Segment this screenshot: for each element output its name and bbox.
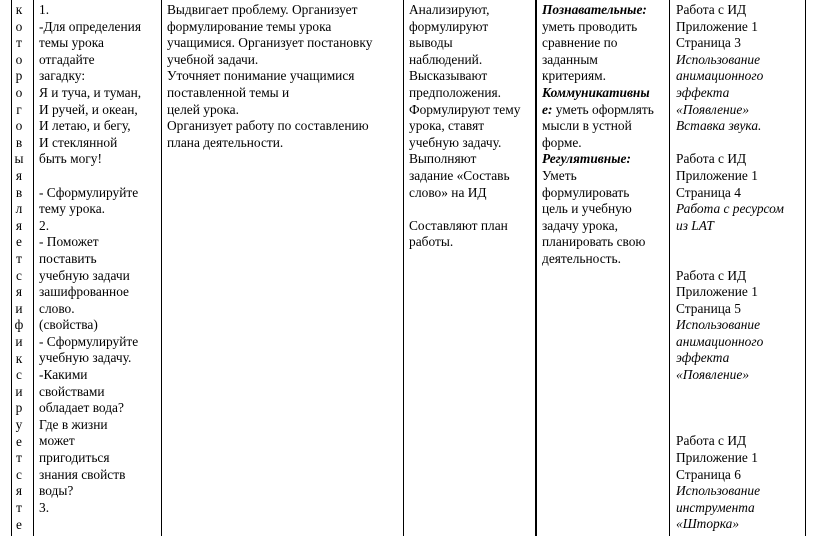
text-line: Составляют план bbox=[409, 217, 508, 233]
text-line: предположения. bbox=[409, 84, 502, 100]
text-line: отгадайте bbox=[39, 51, 95, 67]
interactive-board-cell bbox=[676, 2, 804, 533]
text-line: знания свойств bbox=[39, 466, 126, 482]
vertical-letter: г bbox=[16, 101, 22, 117]
text-line: Где в жизни bbox=[39, 416, 108, 432]
text-line: Уметь bbox=[542, 167, 577, 183]
text-line: зашифрованное bbox=[39, 284, 130, 300]
table-border-left bbox=[11, 0, 12, 536]
text-line: задачу урока, bbox=[542, 217, 618, 233]
text-line: наблюдений. bbox=[409, 51, 483, 67]
vertical-letter: т bbox=[16, 450, 22, 466]
vertical-letter: с bbox=[16, 367, 22, 383]
teacher-questions-cell bbox=[39, 2, 159, 516]
text-line: 2. bbox=[39, 217, 50, 233]
text-line: задание «Составь bbox=[409, 167, 510, 183]
text-line: загадку: bbox=[39, 68, 86, 84]
vertical-letter: о bbox=[15, 51, 23, 67]
text-line: Приложение 1 bbox=[676, 450, 758, 466]
text-line: И ручей, и океан, bbox=[39, 101, 138, 117]
text-line: заданным bbox=[542, 51, 598, 67]
text-line: И стеклянной bbox=[39, 134, 118, 150]
text-line: формулирование темы урока bbox=[167, 18, 332, 34]
text-line: учебную задачу. bbox=[39, 350, 132, 366]
vertical-letter: к bbox=[15, 2, 23, 17]
text-line: инструмента bbox=[676, 499, 755, 515]
text-line: выводы bbox=[409, 35, 453, 51]
text-line: Вставка звука. bbox=[676, 118, 762, 134]
vertical-letter: е bbox=[16, 433, 22, 449]
vertical-letter: т bbox=[16, 35, 22, 51]
text-line: «Появление» bbox=[676, 101, 750, 117]
text-line: учебную задачу. bbox=[409, 134, 502, 150]
text-line: Использование bbox=[676, 51, 761, 67]
text-line: цель и учебную bbox=[542, 201, 632, 217]
text-line: Работа с ИД bbox=[676, 433, 747, 449]
vertical-letter: к bbox=[15, 350, 23, 366]
text-line: учащимися. Организует постановку bbox=[167, 35, 373, 51]
vertical-letter: в bbox=[15, 134, 23, 150]
text-line: - Сформулируйте bbox=[39, 184, 139, 200]
text-line: Страница 6 bbox=[676, 466, 741, 482]
student-activity-cell bbox=[409, 2, 533, 251]
communicative-text bbox=[542, 118, 668, 151]
text-line: анимационного bbox=[676, 333, 764, 349]
text-line: уметь проводить bbox=[542, 18, 638, 34]
text-line: мысли в устной bbox=[542, 118, 632, 134]
text-line: свойствами bbox=[39, 383, 105, 399]
text-line: -Какими bbox=[39, 367, 88, 383]
table-border-col4-double bbox=[536, 0, 537, 536]
text-line: из LAT bbox=[676, 217, 714, 233]
text-line: - Поможет bbox=[39, 234, 99, 250]
teacher-activity-cell bbox=[167, 2, 401, 151]
text-line: сравнение по bbox=[542, 35, 618, 51]
text-line: форме. bbox=[542, 134, 582, 150]
text-line: - Сформулируйте bbox=[39, 333, 139, 349]
vertical-letter: и bbox=[15, 383, 23, 399]
text-line: анимационного bbox=[676, 68, 764, 84]
cognitive-heading: Познавательные: bbox=[542, 2, 647, 17]
text-line: учебной задачи. bbox=[167, 51, 259, 67]
text-line: темы урока bbox=[39, 35, 104, 51]
text-line: Работа с ИД bbox=[676, 2, 747, 17]
table-border-col1 bbox=[33, 0, 34, 536]
text-line: планировать свою bbox=[542, 234, 646, 250]
text-line: Уточняет понимание учащимися bbox=[167, 68, 355, 84]
text-line: Формулируют тему bbox=[409, 101, 521, 117]
text-line: Высказывают bbox=[409, 68, 488, 84]
table-border-col2 bbox=[161, 0, 162, 536]
text-line: -Для определения bbox=[39, 18, 141, 34]
text-line bbox=[39, 168, 159, 185]
text-line: работы. bbox=[409, 234, 454, 250]
table-border-col3 bbox=[403, 0, 404, 536]
text-line: поставить bbox=[39, 250, 97, 266]
vertical-letter: ф bbox=[14, 317, 24, 333]
text-line: И летаю, и бегу, bbox=[39, 118, 131, 134]
text-line: Работа с ИД bbox=[676, 151, 747, 167]
table-border-col5 bbox=[669, 0, 670, 536]
text-line: 1. bbox=[39, 2, 50, 17]
regulative-text bbox=[542, 168, 668, 268]
text-line: слово. bbox=[39, 300, 75, 316]
vertical-letter: р bbox=[15, 400, 23, 416]
text-line: Выдвигает проблему. Организует bbox=[167, 2, 358, 17]
vertical-letter: р bbox=[15, 68, 23, 84]
board-work-block bbox=[676, 433, 804, 533]
text-line: Страница 5 bbox=[676, 300, 741, 316]
vertical-letter: о bbox=[15, 118, 23, 134]
vertical-letter: в bbox=[15, 184, 23, 200]
text-line: Анализируют, bbox=[409, 2, 490, 17]
text-line: Работа с ИД bbox=[676, 267, 747, 283]
communicative-heading: Коммуникативны bbox=[542, 84, 650, 100]
vertical-letter: е bbox=[16, 516, 22, 532]
text-line: Страница 4 bbox=[676, 184, 741, 200]
text-line: (свойства) bbox=[39, 317, 98, 333]
text-line: критериям. bbox=[542, 68, 607, 84]
vertical-letter: о bbox=[15, 85, 23, 100]
communicative-inline-text: уметь оформлять bbox=[552, 101, 654, 117]
text-line: Использование bbox=[676, 483, 761, 499]
text-line: Приложение 1 bbox=[676, 284, 758, 300]
text-line: формулировать bbox=[542, 184, 630, 200]
text-line: Работа с ресурсом bbox=[676, 201, 784, 217]
text-line: эффекта bbox=[676, 84, 730, 100]
vertical-letter: е bbox=[16, 234, 22, 250]
vertical-letter: с bbox=[16, 267, 22, 283]
vertical-letter: и bbox=[15, 334, 23, 349]
text-line: Я и туча, и туман, bbox=[39, 84, 142, 100]
text-line: плана деятельности. bbox=[167, 134, 284, 150]
vertical-letter: л bbox=[15, 201, 23, 217]
learning-outcomes-cell bbox=[542, 2, 668, 268]
board-work-block bbox=[676, 151, 804, 234]
vertical-letter: с bbox=[16, 466, 22, 482]
text-line: может bbox=[39, 433, 75, 449]
text-line: обладает вода? bbox=[39, 400, 124, 416]
board-work-block bbox=[676, 2, 804, 135]
vertical-letter: я bbox=[15, 168, 23, 183]
text-line: пригодиться bbox=[39, 450, 110, 466]
text-line: Приложение 1 bbox=[676, 167, 758, 183]
text-line: формулируют bbox=[409, 18, 489, 34]
vertical-letter: я bbox=[15, 284, 23, 300]
text-line: 3. bbox=[39, 499, 50, 515]
text-line: слово» на ИД bbox=[409, 184, 487, 200]
vertical-letter: и bbox=[15, 300, 23, 316]
board-work-block bbox=[676, 268, 804, 384]
text-line: «Шторка» bbox=[676, 516, 740, 532]
vertical-letter: я bbox=[15, 217, 23, 233]
vertical-letter: т bbox=[16, 500, 22, 515]
text-line: Приложение 1 bbox=[676, 18, 758, 34]
text-line: деятельность. bbox=[542, 250, 621, 266]
cognitive-text bbox=[542, 19, 668, 85]
text-line: Использование bbox=[676, 317, 761, 333]
text-line: эффекта bbox=[676, 350, 730, 366]
communicative-heading-end: е: bbox=[542, 101, 553, 117]
text-line: урока, ставят bbox=[409, 118, 485, 134]
regulative-heading: Регулятивные: bbox=[542, 151, 631, 167]
text-line: поставленной темы и bbox=[167, 84, 290, 100]
text-line: Страница 3 bbox=[676, 35, 741, 51]
text-line bbox=[409, 201, 533, 218]
vertical-letter: я bbox=[15, 483, 23, 499]
text-line: Выполняют bbox=[409, 151, 477, 167]
vertical-letter: у bbox=[15, 417, 23, 432]
text-line: целей урока. bbox=[167, 101, 239, 117]
text-line: учебную задачи bbox=[39, 267, 130, 283]
text-line: тему урока. bbox=[39, 201, 105, 217]
text-line: воды? bbox=[39, 483, 74, 499]
vertical-letter: о bbox=[15, 18, 23, 34]
text-line: Организует работу по составлению bbox=[167, 118, 369, 134]
text-line: «Появление» bbox=[676, 367, 750, 383]
vertical-letter: ы bbox=[14, 151, 24, 167]
vertical-letter: т bbox=[16, 251, 22, 266]
table-border-right bbox=[805, 0, 806, 536]
text-line: быть могу! bbox=[39, 151, 102, 167]
